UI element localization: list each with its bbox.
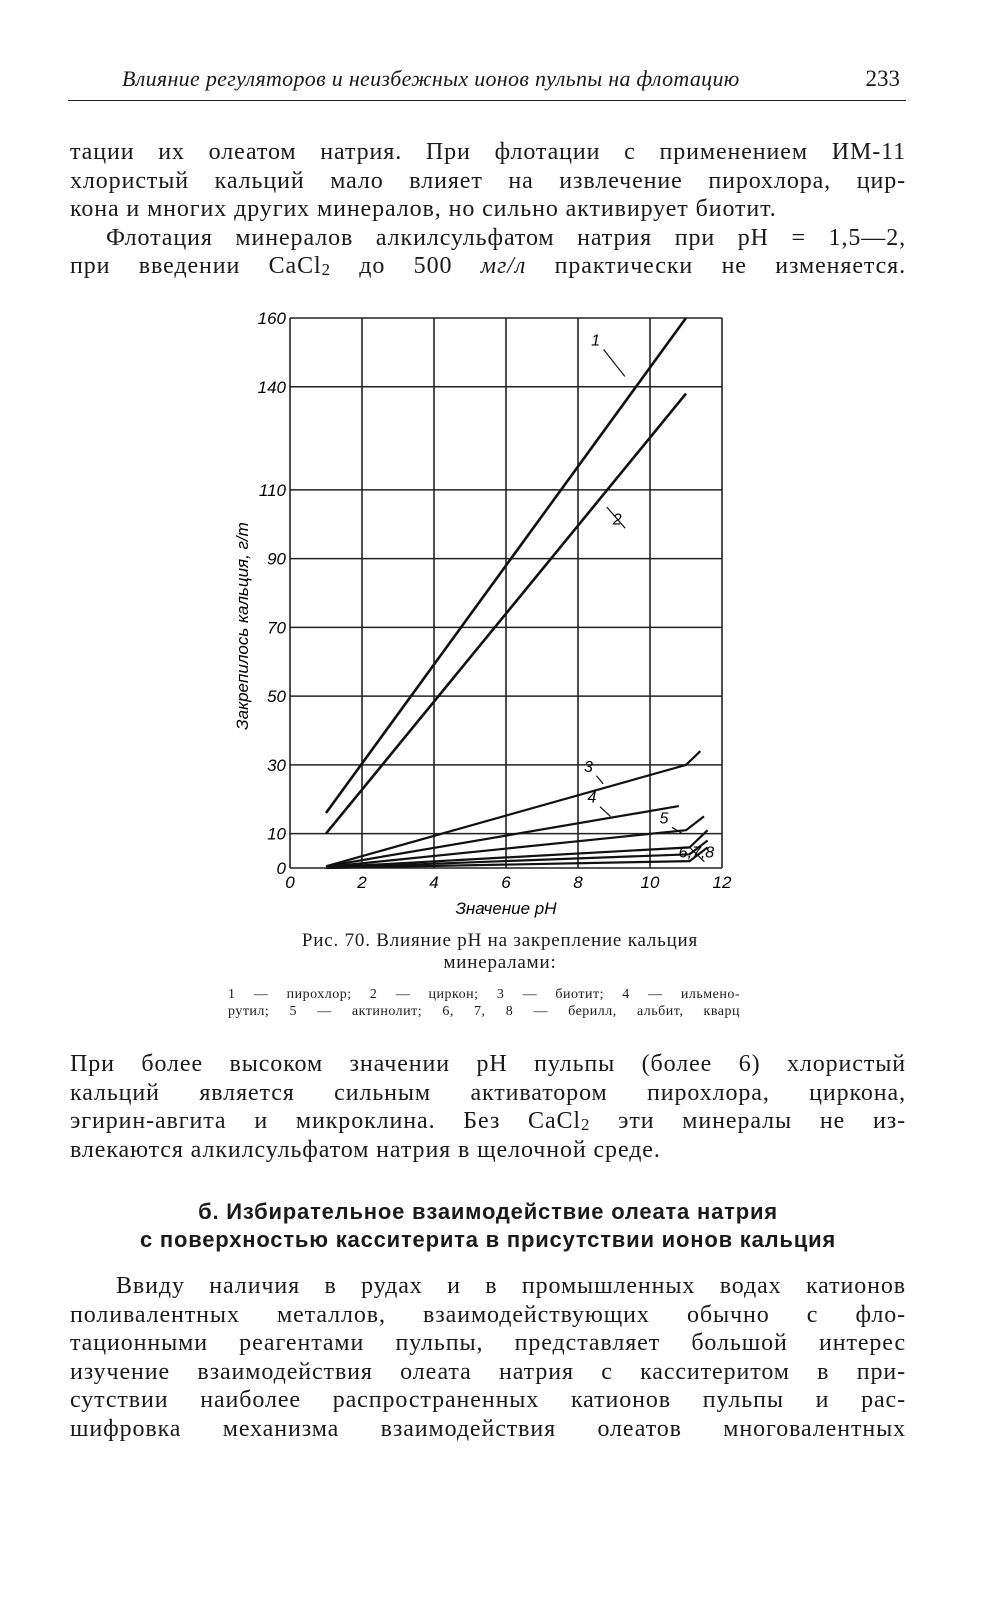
- text-line: сутствии наиболее распространенных катионов пульпы и рас-: [70, 1387, 906, 1413]
- curve-label: 4: [587, 789, 597, 807]
- text-line: шифровка механизма взаимодействия олеатов многовалентных: [70, 1415, 906, 1442]
- text-line: при введении CaCl$_2$ до 500 мг/л практически не изменяется.: [70, 253, 906, 279]
- y-tick-label: 30: [267, 755, 286, 775]
- text-line: влекаются алкилсульфатом натрия в щелочной среде.: [70, 1136, 661, 1163]
- x-axis-label: Значение pH: [455, 899, 557, 918]
- running-title: Влияние регуляторов и неизбежных ионов пульпы на флотацию: [122, 66, 740, 91]
- page-header: [68, 64, 906, 101]
- x-tick-label: 6: [501, 873, 511, 892]
- caption-line: минералами:: [443, 952, 557, 973]
- text-line: эгирин-авгита и микроклина. Без CaCl$_2$ эти минералы не из-: [70, 1108, 906, 1134]
- body-paragraph-2: [70, 1050, 906, 1164]
- section-heading: [70, 1198, 906, 1254]
- text-line: кона и многих других минералов, но сильно активирует биотит.: [70, 196, 777, 222]
- body-paragraph-3: [70, 1272, 906, 1443]
- y-tick-label: 70: [267, 618, 286, 638]
- x-tick-label: 2: [357, 873, 367, 892]
- text-line: поливалентных металлов, взаимодействующих обычно с фло-: [70, 1301, 906, 1328]
- x-tick-label: 0: [285, 873, 295, 892]
- text-line: тационными реагентами пульпы, представляет большой интерес: [70, 1330, 906, 1356]
- intro-paragraph: [70, 138, 906, 281]
- text-line: тации их олеатом натрия. При флотации с применением ИМ-11: [70, 139, 906, 165]
- y-tick-label: 140: [257, 377, 286, 397]
- curve-label-leader: [596, 776, 603, 784]
- curve-label: 3: [583, 758, 593, 776]
- x-tick-label: 10: [640, 873, 660, 892]
- curve-label-leader: [604, 350, 625, 377]
- y-axis-label: Закрепилось кальция, г/т: [233, 522, 252, 730]
- x-tick-label: 12: [712, 873, 732, 892]
- y-tick-label: 110: [258, 480, 286, 500]
- x-tick-label: 8: [573, 873, 583, 892]
- figure-caption: [200, 930, 800, 974]
- text-line: хлористый кальций мало влияет на извлечение пирохлора, цир-: [70, 167, 906, 194]
- x-tick-label: 4: [429, 873, 439, 892]
- curve-label: 5: [659, 810, 669, 828]
- curve-label: 6,7,8: [678, 844, 715, 862]
- y-tick-label: 50: [267, 687, 286, 707]
- text-line: Флотация минералов алкилсульфатом натрия при pH = 1,5—2,: [106, 224, 906, 251]
- ph-calcium-chart: [228, 300, 748, 920]
- heading-line: с поверхностью касситерита в присутствии ионов кальция: [139, 1227, 837, 1252]
- figure-legend: [228, 986, 740, 1020]
- text-line: При более высоком значении pH пульпы (более 6) хлористый: [70, 1051, 906, 1077]
- text-line: Ввиду наличия в рудах и в промышленных водах катионов: [116, 1273, 906, 1299]
- page-number: 233: [865, 66, 900, 91]
- y-tick-label: 10: [267, 824, 286, 844]
- legend-line: 1 — пирохлор; 2 — циркон; 3 — биотит; 4 — ильмено-: [228, 987, 740, 1002]
- legend-line: рутил; 5 — актинолит; 6, 7, 8 — берилл, альбит, кварц: [228, 1004, 740, 1019]
- curve-label: 1: [591, 332, 601, 350]
- curve-label: 2: [612, 511, 622, 529]
- y-tick-label: 0: [276, 859, 286, 878]
- y-tick-label: 90: [267, 549, 286, 569]
- heading-line: б. Избирательное взаимодействие олеата натрия: [198, 1199, 778, 1224]
- y-tick-label: 160: [257, 309, 286, 328]
- text-line: кальций является сильным активатором пирохлора, циркона,: [70, 1079, 906, 1106]
- text-line: изучение взаимодействия олеата натрия с касситеритом в при-: [70, 1358, 906, 1385]
- curve-label-leader: [600, 807, 610, 817]
- caption-line: Рис. 70. Влияние pH на закрепление кальция: [301, 930, 699, 951]
- series-line-5: [326, 816, 704, 867]
